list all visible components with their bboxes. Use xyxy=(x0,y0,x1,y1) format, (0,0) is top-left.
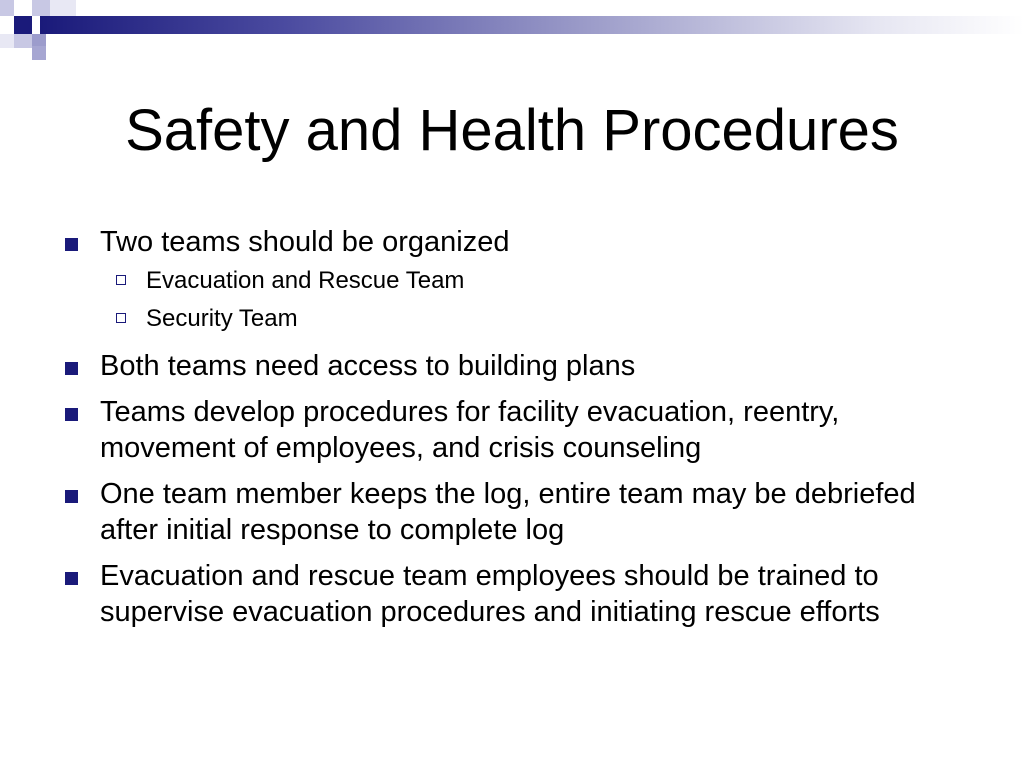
corner-square-decoration xyxy=(50,0,76,16)
corner-square-decoration xyxy=(14,34,32,48)
corner-square-decoration xyxy=(32,0,50,16)
corner-square-decoration xyxy=(14,16,32,34)
filled-square-icon xyxy=(65,490,78,503)
corner-square-decoration xyxy=(32,34,46,46)
bullet-text: Two teams should be organized xyxy=(100,226,510,258)
filled-square-icon xyxy=(65,362,78,375)
slide-title: Safety and Health Procedures xyxy=(125,98,899,163)
sub-bullet-list xyxy=(100,262,972,338)
sub-list-item xyxy=(100,300,972,338)
list-item xyxy=(62,348,972,384)
header-gradient-bar xyxy=(40,16,1024,34)
list-item xyxy=(62,224,972,338)
bullet-text: Teams develop procedures for facility evacuation, reentry, movement of employees, and crisis counseling xyxy=(100,396,840,464)
bullet-text: One team member keeps the log, entire team may be debriefed after initial response to complete log xyxy=(100,478,916,546)
bullet-list xyxy=(62,224,972,640)
bullet-text: Evacuation and rescue team employees should be trained to supervise evacuation procedures and initiating rescue efforts xyxy=(100,560,880,628)
filled-square-icon xyxy=(65,408,78,421)
hollow-square-icon xyxy=(116,275,126,285)
filled-square-icon xyxy=(65,572,78,585)
filled-square-icon xyxy=(65,238,78,251)
corner-square-decoration xyxy=(0,34,14,48)
corner-square-decoration xyxy=(32,46,46,60)
corner-square-decoration xyxy=(0,0,14,16)
bullet-text: Both teams need access to building plans xyxy=(100,350,636,382)
list-item xyxy=(62,394,972,466)
sub-list-item xyxy=(100,262,972,300)
list-item xyxy=(62,476,972,548)
sub-bullet-text: Evacuation and Rescue Team xyxy=(146,267,465,294)
hollow-square-icon xyxy=(116,313,126,323)
sub-bullet-text: Security Team xyxy=(146,305,298,332)
list-item xyxy=(62,558,972,630)
